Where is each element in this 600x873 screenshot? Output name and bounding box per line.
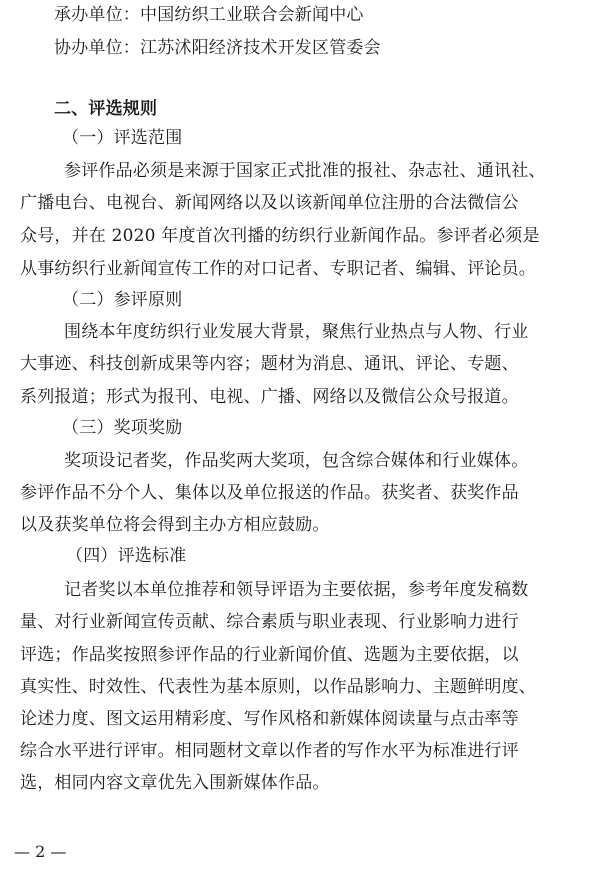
subsection-heading-scope: （一）评选范围	[62, 128, 183, 148]
paragraph-line: 记者奖以本单位推荐和领导评语为主要依据，参考年度发稿数	[64, 580, 529, 600]
host-unit-line: 承办单位：中国纺织工业联合会新闻中心	[54, 5, 364, 25]
paragraph-line: 以及获奖单位将会得到主办方相应鼓励。	[20, 515, 330, 535]
subsection-heading-criteria: （四）评选标准	[66, 546, 187, 566]
page-number: — 2 —	[14, 842, 67, 861]
paragraph-line: 量、对行业新闻宣传贡献、综合素质与职业表现、行业影响力进行	[20, 612, 519, 632]
paragraph-line: 众号，并在 2020 年度首次刊播的纺织行业新闻作品。参评者必须是	[20, 226, 540, 246]
paragraph-line: 评选；作品奖按照参评作品的行业新闻价值、选题为主要依据，以	[20, 645, 519, 665]
subsection-heading-principles: （二）参评原则	[62, 290, 183, 310]
paragraph-line: 奖项设记者奖，作品奖两大奖项，包含综合媒体和行业媒体。	[64, 451, 529, 471]
paragraph-line: 从事纺织行业新闻宣传工作的对口记者、专职记者、编辑、评论员。	[20, 259, 536, 279]
paragraph-line: 综合水平进行评审。相同题材文章以作者的写作水平为标准进行评	[20, 741, 519, 761]
paragraph-line: 论述力度、图文运用精彩度、写作风格和新媒体阅读量与点击率等	[20, 709, 519, 729]
subsection-heading-awards: （三）奖项奖励	[62, 418, 183, 438]
paragraph-line: 围绕本年度纺织行业发展大背景，聚焦行业热点与人物、行业	[64, 322, 529, 342]
paragraph-line: 系列报道；形式为报刊、电视、广播、网络以及微信公众号报道。	[20, 387, 519, 407]
paragraph-line: 广播电台、电视台、新闻网络以及以该新闻单位注册的合法微信公	[20, 193, 519, 213]
paragraph-line: 参评作品不分个人、集体以及单位报送的作品。获奖者、获奖作品	[20, 483, 519, 503]
co-host-unit-line: 协办单位：江苏沭阳经济技术开发区管委会	[54, 38, 381, 58]
paragraph-line: 真实性、时效性、代表性为基本原则，以作品影响力、主题鲜明度、	[20, 677, 536, 697]
section-title: 二、评选规则	[54, 99, 158, 119]
paragraph-line: 大事迹、科技创新成果等内容；题材为消息、通讯、评论、专题、	[20, 354, 519, 374]
paragraph-line: 选，相同内容文章优先入围新媒体作品。	[20, 773, 330, 793]
paragraph-line: 参评作品必须是来源于国家正式批准的报社、杂志社、通讯社、	[64, 161, 546, 181]
